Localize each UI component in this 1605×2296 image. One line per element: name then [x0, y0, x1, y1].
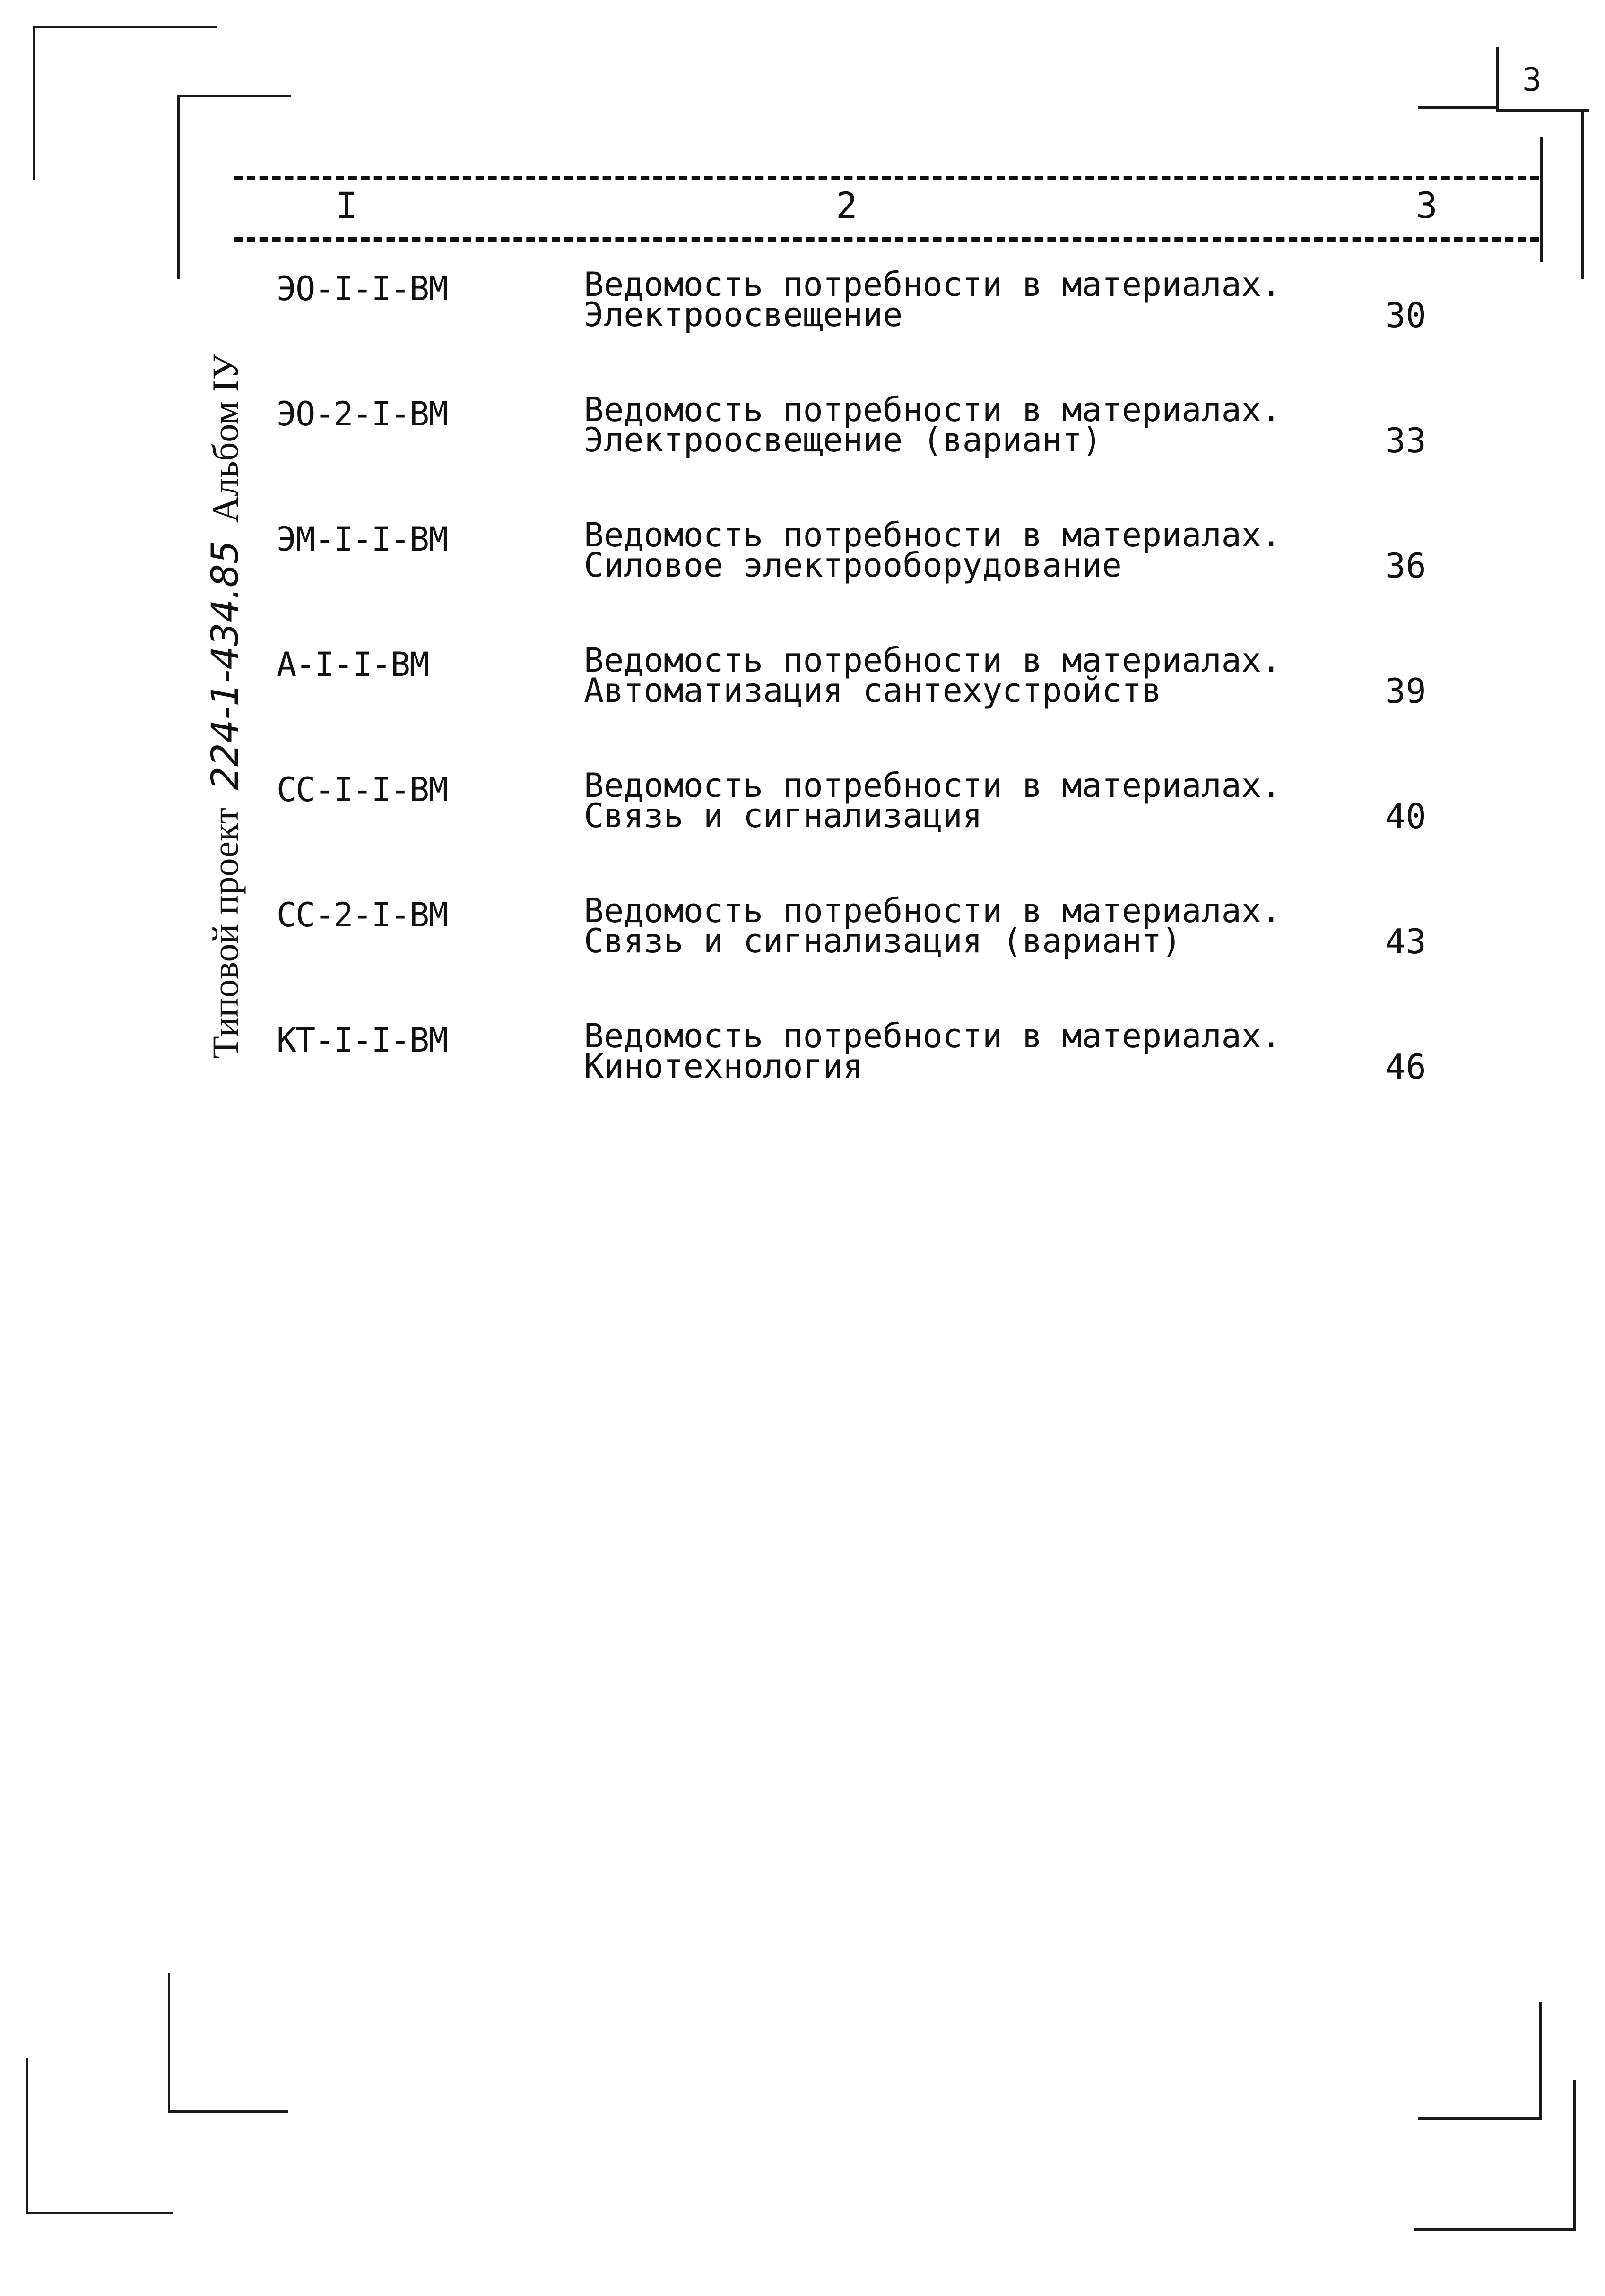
- document-title-line: Ведомость потребности в материалах.: [584, 891, 1282, 930]
- document-code: ЭМ-I-I-ВМ: [277, 520, 448, 559]
- document-subtitle: Электроосвещение: [584, 295, 903, 334]
- document-code: СС-I-I-ВМ: [277, 770, 448, 809]
- page-reference: 46: [1385, 1047, 1426, 1087]
- document-subtitle: Связь и сигнализация (вариант): [584, 922, 1182, 960]
- page-reference: 33: [1385, 421, 1426, 460]
- frame-line: [1418, 2117, 1541, 2120]
- frame-line: [1539, 2002, 1542, 2120]
- frame-line: [177, 95, 291, 97]
- table-row: [0, 516, 1605, 633]
- document-code: ЭО-I-I-ВМ: [277, 269, 448, 308]
- document-subtitle: Кинотехнология: [584, 1047, 863, 1086]
- table-row: [0, 390, 1605, 508]
- document-title-line: Ведомость потребности в материалах.: [584, 390, 1282, 429]
- table-row: [0, 1017, 1605, 1134]
- document-title-line: Ведомость потребности в материалах.: [584, 516, 1282, 554]
- frame-line: [1581, 109, 1584, 279]
- frame-line: [168, 1973, 170, 2113]
- document-code: ЭО-2-I-ВМ: [277, 395, 448, 433]
- document-code: СС-2-I-ВМ: [277, 896, 448, 934]
- page-reference: 43: [1385, 922, 1426, 961]
- document-code: КТ-I-I-ВМ: [277, 1021, 448, 1060]
- column-header-3: 3: [1416, 184, 1438, 226]
- album-label: Альбом IУ: [205, 354, 246, 523]
- document-subtitle: Силовое электрооборудование: [584, 546, 1122, 585]
- table-row: [0, 265, 1605, 383]
- frame-line: [1573, 2080, 1576, 2231]
- sidebar-label-prefix: Типовой проект: [205, 808, 246, 1059]
- page-number-box: [1496, 47, 1589, 112]
- document-title: [584, 390, 1282, 459]
- column-header-1: I: [336, 184, 357, 226]
- document-subtitle: Автоматизация сантехустройств: [584, 671, 1162, 710]
- document-title: [584, 891, 1282, 960]
- document-title-line: Ведомость потребности в материалах.: [584, 265, 1282, 304]
- header-top-rule: [234, 176, 1539, 180]
- document-title-line: Ведомость потребности в материалах.: [584, 1017, 1282, 1055]
- document-title: [584, 516, 1282, 585]
- document-title-line: Ведомость потребности в материалах.: [584, 641, 1282, 680]
- frame-line: [177, 95, 180, 279]
- table-row: [0, 641, 1605, 759]
- column-header-2: 2: [836, 184, 858, 226]
- page-reference: 40: [1385, 796, 1426, 836]
- frame-line: [33, 26, 217, 28]
- frame-line: [26, 2212, 173, 2214]
- frame-line: [1540, 137, 1543, 262]
- table-row: [0, 891, 1605, 1009]
- page-number: 3: [1522, 61, 1542, 99]
- document-subtitle: Связь и сигнализация: [584, 796, 982, 835]
- document-title: [584, 1017, 1282, 1086]
- frame-line: [1418, 106, 1499, 109]
- project-number: 224-1-434.85: [204, 540, 247, 790]
- page-reference: 36: [1385, 546, 1426, 586]
- document-title: [584, 641, 1282, 710]
- document-subtitle: Электроосвещение (вариант): [584, 421, 1102, 459]
- document-title: [584, 766, 1282, 835]
- document-code: А-I-I-ВМ: [277, 645, 429, 684]
- document-title-line: Ведомость потребности в материалах.: [584, 766, 1282, 805]
- frame-line: [26, 2058, 28, 2214]
- header-bottom-rule: [234, 237, 1539, 242]
- frame-line: [33, 26, 35, 180]
- table-row: [0, 766, 1605, 884]
- frame-line: [168, 2110, 288, 2113]
- frame-line: [1414, 2228, 1574, 2231]
- page-reference: 39: [1385, 671, 1426, 711]
- page-reference: 30: [1385, 295, 1426, 335]
- document-title: [584, 265, 1282, 334]
